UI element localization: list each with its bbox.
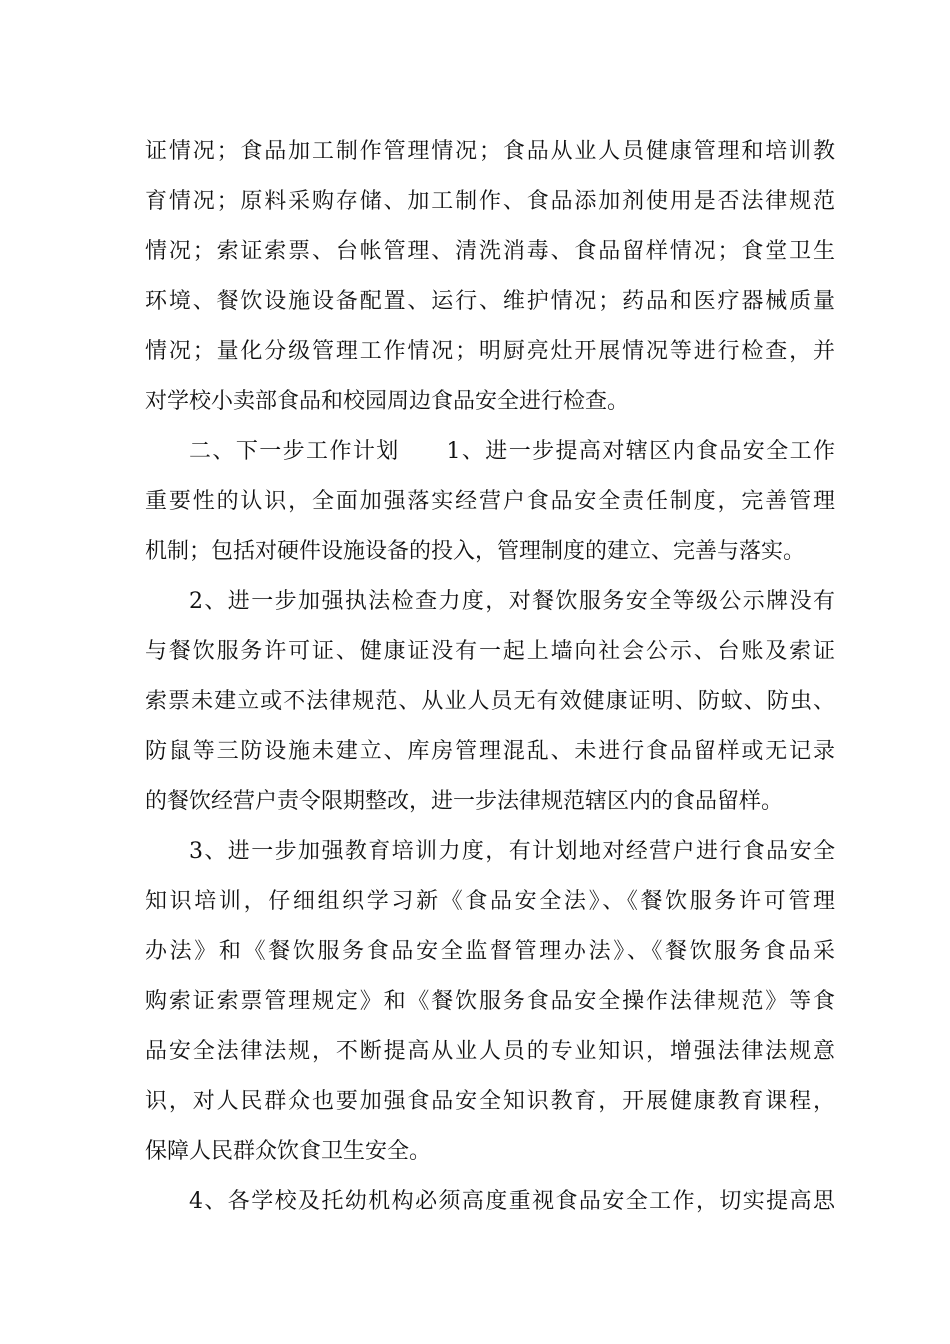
text-line: 知识培训，仔细组织学习新《食品安全法》、《餐饮服务许可管理 xyxy=(145,889,835,914)
text-line: 对学校小卖部食品和校园周边食品安全进行检查。 xyxy=(145,389,630,414)
paragraph-next-step-plan xyxy=(145,427,835,577)
paragraph-item-2 xyxy=(145,577,835,827)
text-line: 3、进一步加强教育培训力度，有计划地对经营户进行食品安全 xyxy=(189,839,835,864)
text-line: 购索证索票管理规定》和《餐饮服务食品安全操作法律规范》等食 xyxy=(145,989,835,1014)
section-heading-line: 二、下一步工作计划 1、进一步提高对辖区内食品安全工作 xyxy=(189,439,835,464)
text-line: 2、进一步加强执法检查力度，对餐饮服务安全等级公示牌没有 xyxy=(189,589,835,614)
text-line: 品安全法律法规，不断提高从业人员的专业知识，增强法律法规意 xyxy=(145,1039,835,1064)
text-line: 机制；包括对硬件设施设备的投入，管理制度的建立、完善与落实。 xyxy=(145,539,806,564)
text-line: 与餐饮服务许可证、健康证没有一起上墙向社会公示、台账及索证 xyxy=(145,639,835,664)
text-line: 保障人民群众饮食卫生安全。 xyxy=(145,1139,432,1164)
text-line: 防鼠等三防设施未建立、库房管理混乱、未进行食品留样或无记录 xyxy=(145,739,835,764)
document-body xyxy=(145,127,835,1227)
text-line: 办法》和《餐饮服务食品安全监督管理办法》、《餐饮服务食品采 xyxy=(145,939,835,964)
text-line: 育情况；原料采购存储、加工制作、食品添加剂使用是否法律规范 xyxy=(145,189,835,214)
text-line: 的餐饮经营户责令限期整改，进一步法律规范辖区内的食品留样。 xyxy=(145,789,784,814)
paragraph-inspection-items xyxy=(145,127,835,427)
paragraph-item-3 xyxy=(145,827,835,1177)
text-line: 情况；量化分级管理工作情况；明厨亮灶开展情况等进行检查，并 xyxy=(145,339,835,364)
paragraph-item-4 xyxy=(145,1177,835,1227)
text-line: 重要性的认识，全面加强落实经营户食品安全责任制度，完善管理 xyxy=(145,489,835,514)
text-line: 证情况；食品加工制作管理情况；食品从业人员健康管理和培训教 xyxy=(145,139,835,164)
text-line: 索票未建立或不法律规范、从业人员无有效健康证明、防蚊、防虫、 xyxy=(145,689,835,714)
text-line: 4、各学校及托幼机构必须高度重视食品安全工作，切实提高思 xyxy=(189,1189,835,1214)
text-line: 情况；索证索票、台帐管理、清洗消毒、食品留样情况；食堂卫生 xyxy=(145,239,835,264)
text-line: 识，对人民群众也要加强食品安全知识教育，开展健康教育课程， xyxy=(145,1089,835,1114)
text-line: 环境、餐饮设施设备配置、运行、维护情况；药品和医疗器械质量 xyxy=(145,289,835,314)
